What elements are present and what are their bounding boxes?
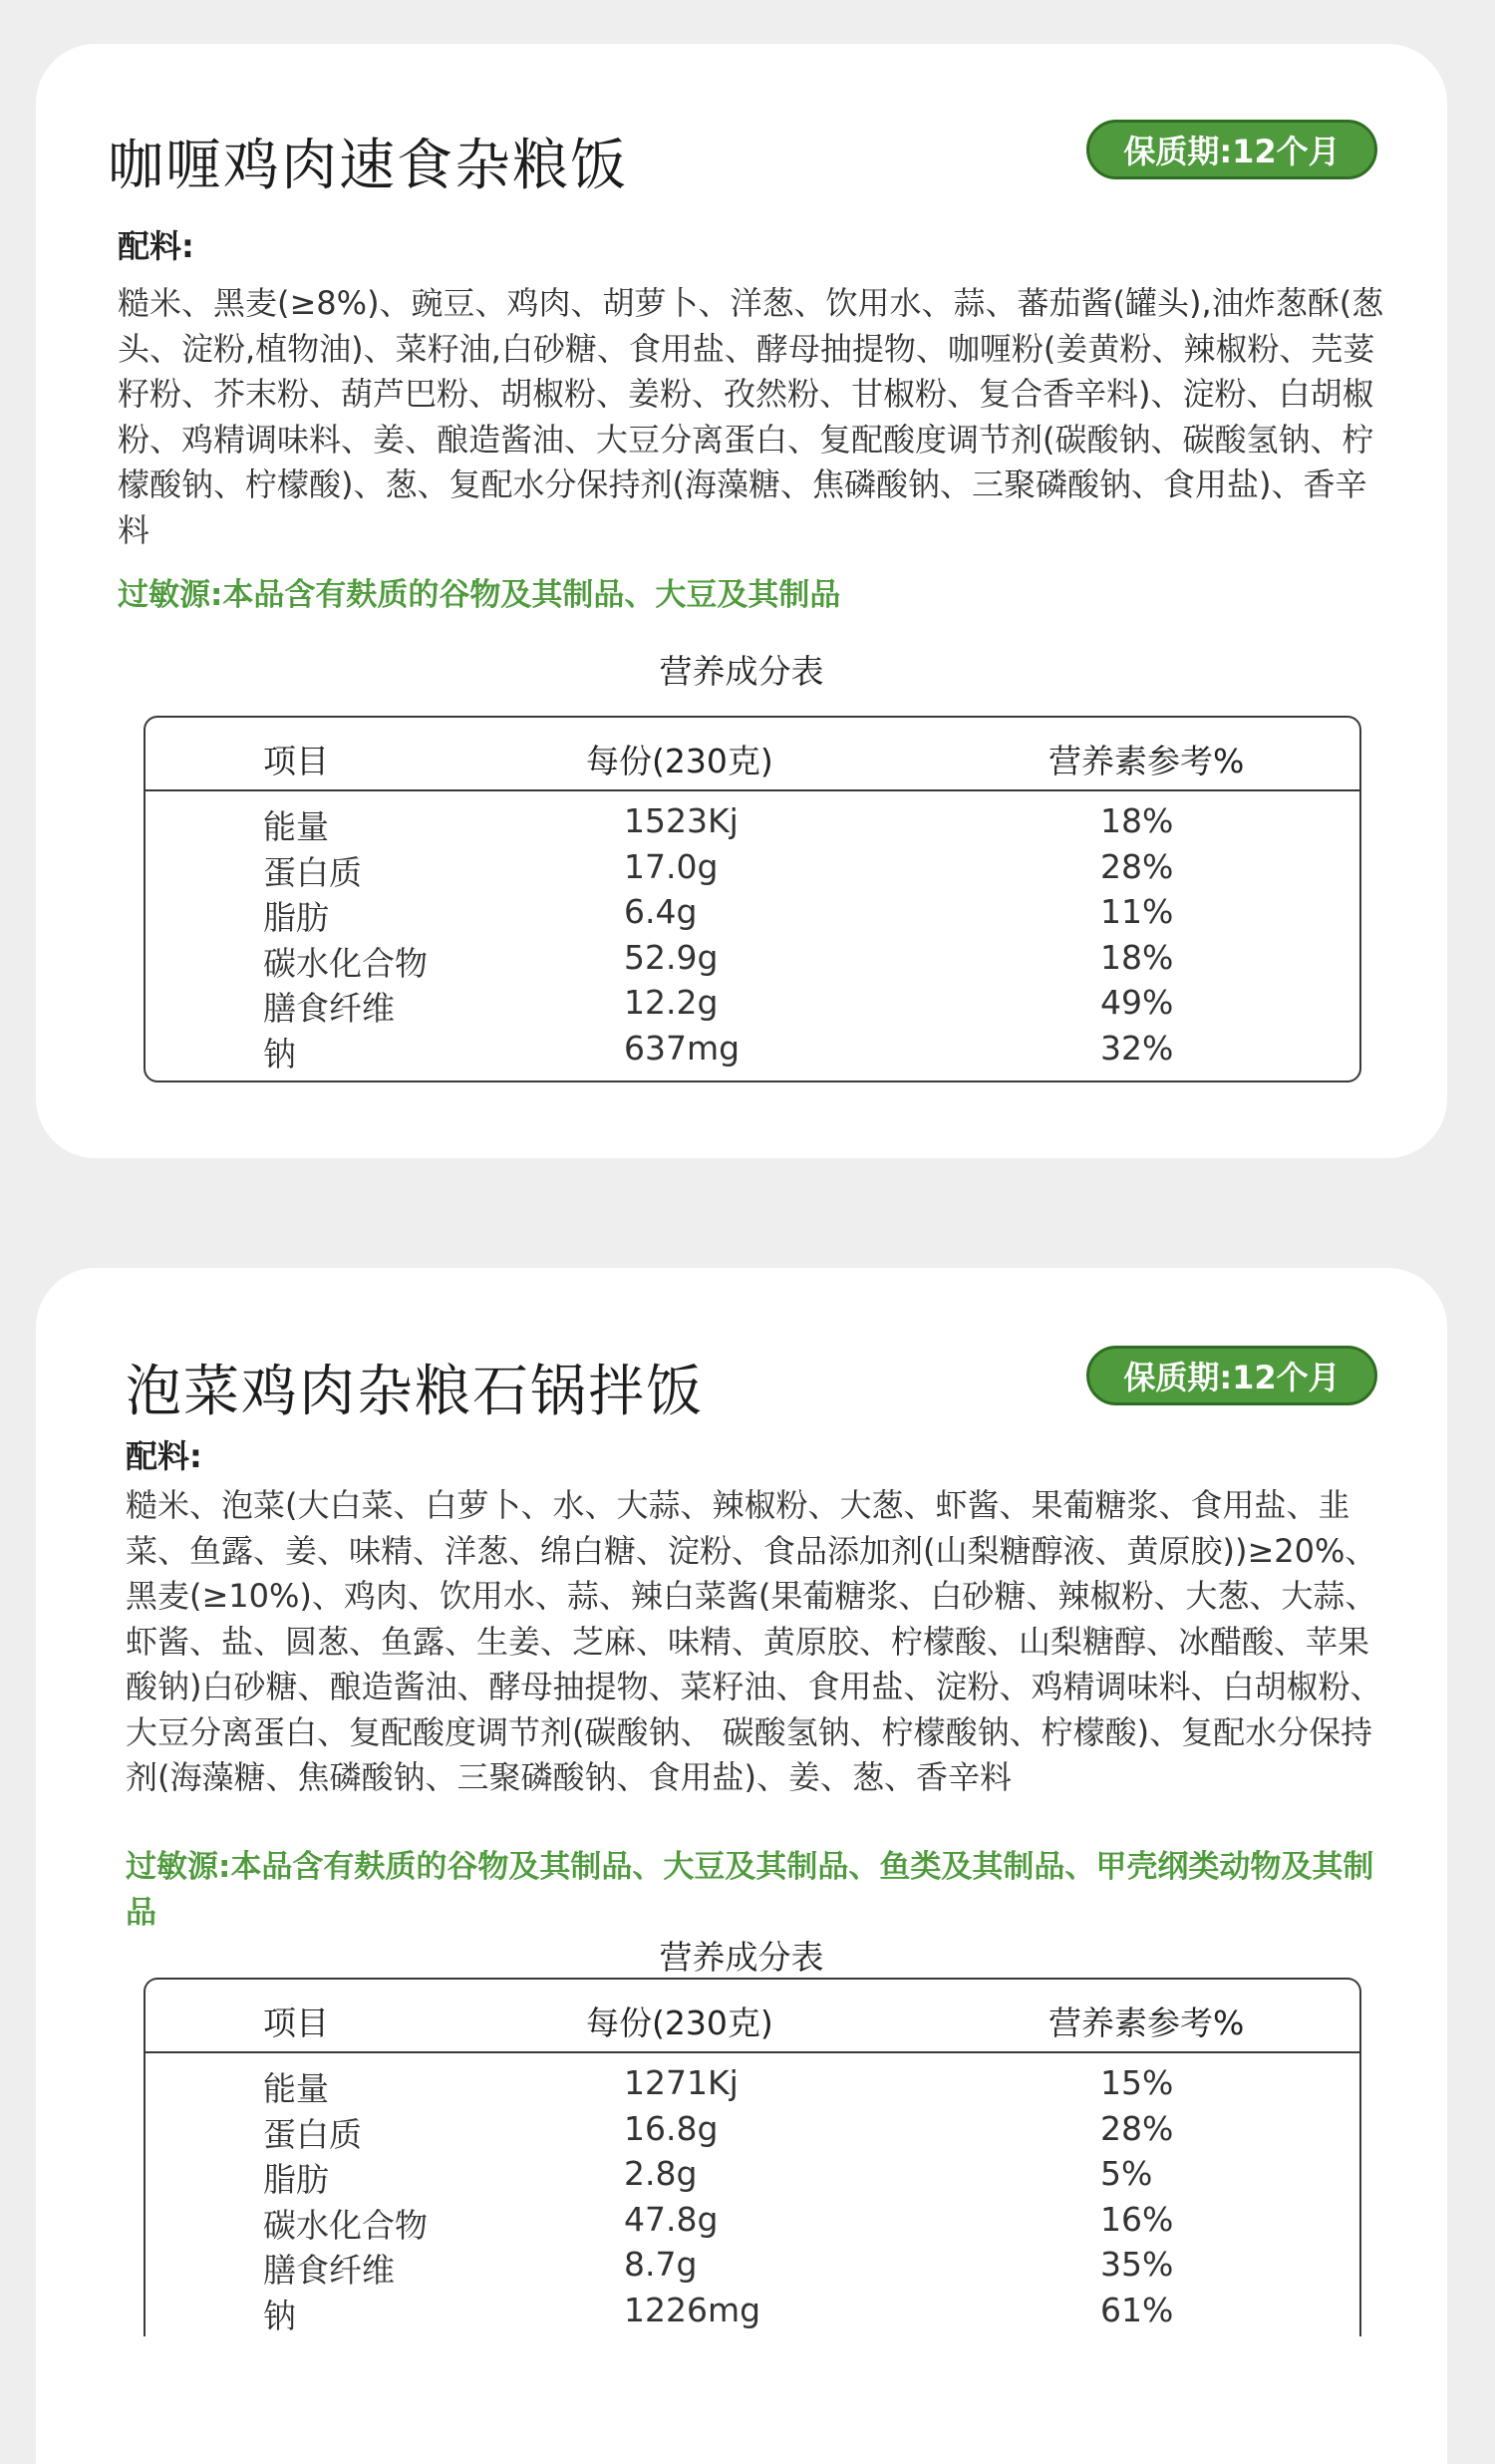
row-item: 碳水化合物 bbox=[263, 2205, 428, 2245]
row-item: 碳水化合物 bbox=[263, 943, 428, 983]
ingredients-label: 配料: bbox=[118, 227, 194, 265]
row-per-serving: 8.7g bbox=[624, 2245, 698, 2285]
row-nrv: 15% bbox=[1100, 2063, 1174, 2102]
allergen-notice: 过敏源:本品含有麸质的谷物及其制品、大豆及其制品、鱼类及其制品、甲壳纲类动物及其制品 bbox=[126, 1849, 1374, 1931]
row-nrv: 28% bbox=[1100, 846, 1174, 886]
table-row bbox=[146, 2105, 1359, 2154]
table-row bbox=[146, 979, 1359, 1029]
nutrition-table-title: 营养成分表 bbox=[659, 1938, 824, 1977]
allergen-notice: 过敏源:本品含有麸质的谷物及其制品、大豆及其制品 bbox=[118, 577, 841, 613]
table-row bbox=[146, 2150, 1359, 2200]
row-item: 脂肪 bbox=[263, 2160, 329, 2200]
table-row bbox=[146, 2059, 1359, 2108]
row-nrv: 18% bbox=[1100, 937, 1174, 977]
row-item: 钠 bbox=[263, 1034, 296, 1074]
row-per-serving: 2.8g bbox=[624, 2154, 698, 2194]
product-title: 咖喱鸡肉速食杂粮饭 bbox=[108, 134, 628, 198]
table-row bbox=[146, 2196, 1359, 2245]
row-item: 膳食纤维 bbox=[263, 2251, 395, 2291]
row-item: 脂肪 bbox=[263, 898, 329, 938]
header-item: 项目 bbox=[263, 742, 329, 780]
nutrition-table-header bbox=[146, 718, 1359, 791]
row-item: 能量 bbox=[263, 807, 329, 846]
table-row bbox=[146, 797, 1359, 846]
row-per-serving: 6.4g bbox=[624, 892, 698, 932]
nutrition-table bbox=[144, 716, 1361, 1082]
row-per-serving: 637mg bbox=[624, 1028, 741, 1068]
row-per-serving: 1523Kj bbox=[624, 801, 739, 840]
table-row bbox=[146, 888, 1359, 938]
nutrition-table-header bbox=[146, 1980, 1359, 2053]
row-nrv: 32% bbox=[1100, 1028, 1174, 1068]
header-nrv: 营养素参考% bbox=[1048, 742, 1245, 780]
product-card-curry-chicken bbox=[36, 44, 1447, 1158]
row-nrv: 49% bbox=[1100, 983, 1174, 1023]
header-per-serving: 每份(230克) bbox=[586, 2003, 773, 2042]
table-row bbox=[146, 1025, 1359, 1074]
table-row bbox=[146, 843, 1359, 892]
row-item: 蛋白质 bbox=[263, 852, 362, 892]
row-nrv: 18% bbox=[1100, 801, 1174, 840]
row-per-serving: 12.2g bbox=[624, 983, 719, 1023]
row-item: 蛋白质 bbox=[263, 2114, 362, 2154]
row-nrv: 11% bbox=[1100, 892, 1174, 932]
header-per-serving: 每份(230克) bbox=[586, 742, 773, 780]
shelf-life-badge: 保质期:12个月 bbox=[1086, 120, 1377, 179]
row-item: 能量 bbox=[263, 2069, 329, 2108]
row-per-serving: 47.8g bbox=[624, 2199, 719, 2239]
ingredients-label: 配料: bbox=[126, 1437, 202, 1475]
row-nrv: 61% bbox=[1100, 2290, 1174, 2329]
shelf-life-badge: 保质期:12个月 bbox=[1086, 1346, 1377, 1405]
row-nrv: 5% bbox=[1100, 2154, 1153, 2194]
row-nrv: 35% bbox=[1100, 2245, 1174, 2285]
row-per-serving: 16.8g bbox=[624, 2108, 719, 2148]
header-item: 项目 bbox=[263, 2003, 329, 2042]
header-nrv: 营养素参考% bbox=[1048, 2003, 1245, 2042]
row-nrv: 28% bbox=[1100, 2108, 1174, 2148]
table-row bbox=[146, 934, 1359, 983]
row-per-serving: 17.0g bbox=[624, 846, 719, 886]
nutrition-table bbox=[144, 1978, 1361, 2336]
row-per-serving: 1271Kj bbox=[624, 2063, 739, 2102]
row-item: 膳食纤维 bbox=[263, 989, 395, 1029]
row-item: 钠 bbox=[263, 2296, 296, 2335]
row-per-serving: 1226mg bbox=[624, 2290, 761, 2329]
product-title: 泡菜鸡肉杂粮石锅拌饭 bbox=[126, 1360, 704, 1424]
ingredients-text: 糙米、泡菜(大白菜、白萝卜、水、大蒜、辣椒粉、大葱、虾酱、果葡糖浆、食用盐、韭菜、鱼露、姜、味精、洋葱、绵白糖、淀粉、食品添加剂(山梨糖醇液、黄原胶))≥20%、黑麦(≥10%)、鸡肉、饮用水、蒜、辣白菜酱(果葡糖浆、白砂糖、辣椒粉、大葱、大蒜、虾酱、盐、圆葱、鱼露、生姜、芝麻、味精、黄原胶、柠檬酸、山梨糖醇、冰醋酸、苹果酸钠)白砂糖、酿造酱油、酵母抽提物、菜籽油、食用盐、淀粉、鸡精调味料、白胡椒粉、大豆分离蛋白、复配酸度调节剂(碳酸钠、 碳酸氢钠、柠檬酸钠、柠檬酸)、复配水分保持剂(海藻糖、焦磷酸钠、三聚磷酸钠、食用盐)、姜、葱、香辛料 bbox=[126, 1486, 1382, 1796]
nutrition-table-title: 营养成分表 bbox=[659, 652, 824, 691]
ingredients-text: 糙米、黑麦(≥8%)、豌豆、鸡肉、胡萝卜、洋葱、饮用水、蒜、蕃茄酱(罐头),油炸葱酥(葱头、淀粉,植物油)、菜籽油,白砂糖、食用盐、酵母抽提物、咖喱粉(姜黄粉、辣椒粉、芫荽籽粉、芥末粉、葫芦巴粉、胡椒粉、姜粉、孜然粉、甘椒粉、复合香辛料)、淀粉、白胡椒粉、鸡精调味料、姜、酿造酱油、大豆分离蛋白、复配酸度调节剂(碳酸钠、碳酸氢钠、柠檬酸钠、柠檬酸)、葱、复配水分保持剂(海藻糖、焦磷酸钠、三聚磷酸钠、食用盐)、香辛料 bbox=[118, 284, 1384, 549]
row-per-serving: 52.9g bbox=[624, 937, 719, 977]
row-nrv: 16% bbox=[1100, 2199, 1174, 2239]
table-row bbox=[146, 2241, 1359, 2291]
table-row bbox=[146, 2287, 1359, 2335]
